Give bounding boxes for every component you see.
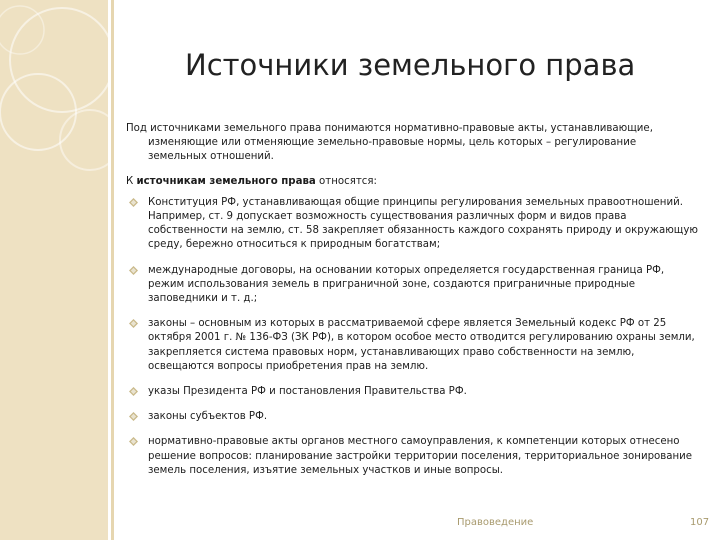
- slide-title: Источники земельного права: [185, 48, 636, 82]
- list-item-text: нормативно-правовые акты органов местного самоуправления, к компетенции которых отнесено решение вопросов: планирование застройки территории поселения, территориальное зонирование земель поселения, изъятие земельных участков и иные вопросы.: [148, 436, 693, 476]
- list-item: [126, 196, 698, 253]
- diamond-bullet-icon: [129, 198, 138, 207]
- decorative-sidebar: [0, 0, 108, 540]
- list-item-text: международные договоры, на основании которых определяется государственная граница РФ, режим использования земель в приграничной зоне, создаются приграничные природные заповедники и т. д.;: [148, 264, 665, 305]
- footer-page-number: 107: [690, 517, 710, 528]
- list-item: [126, 410, 698, 424]
- list-item: [126, 317, 698, 374]
- list-item-text: Конституция РФ, устанавливающая общие принципы регулирования земельных правоотношений. Например, ст. 9 допускает возможность существования различных форм и видов права собственности на землю, ст. 58 закрепляет обязанность каждого сохранять природу и окружающую среду, бережно относиться к природным богатствам;: [148, 196, 698, 251]
- list-item: [126, 435, 698, 478]
- list-item-text: законы – основным из которых в рассматриваемой сфере является Земельный кодекс РФ от 25 октября 2001 г. № 136-ФЗ (ЗК РФ), в котором особое место отводится регулированию охраны земли, закрепляется система правовых норм, устанавливающих право собственности на землю, освещаются вопросы приобретения прав на землю.: [148, 318, 695, 372]
- diamond-bullet-icon: [129, 387, 138, 396]
- intro-paragraph: Под источниками земельного права понимаются нормативно-правовые акты, устанавливающие, изменяющие или отменяющие земельно-правовые нормы, цель которых – регулирование земельных отношений.: [126, 123, 653, 163]
- lead-bold: источникам земельного права: [136, 175, 316, 187]
- slide-body: [126, 122, 698, 489]
- diamond-bullet-icon: [129, 319, 138, 328]
- lead-prefix: К: [126, 175, 137, 187]
- list-item: [126, 264, 698, 307]
- diamond-bullet-icon: [129, 437, 138, 446]
- sources-list: [126, 196, 698, 478]
- list-item-text: законы субъектов РФ.: [148, 411, 268, 423]
- diamond-bullet-icon: [129, 412, 138, 421]
- sidebar-divider: [111, 0, 114, 540]
- list-item-text: указы Президента РФ и постановления Правительства РФ.: [148, 386, 467, 398]
- lead-suffix: относятся:: [315, 175, 377, 187]
- list-item: [126, 385, 698, 399]
- lead-sentence: [126, 175, 698, 189]
- decorative-circles: [0, 0, 108, 540]
- diamond-bullet-icon: [129, 266, 138, 275]
- footer-subject: Правоведение: [457, 517, 534, 528]
